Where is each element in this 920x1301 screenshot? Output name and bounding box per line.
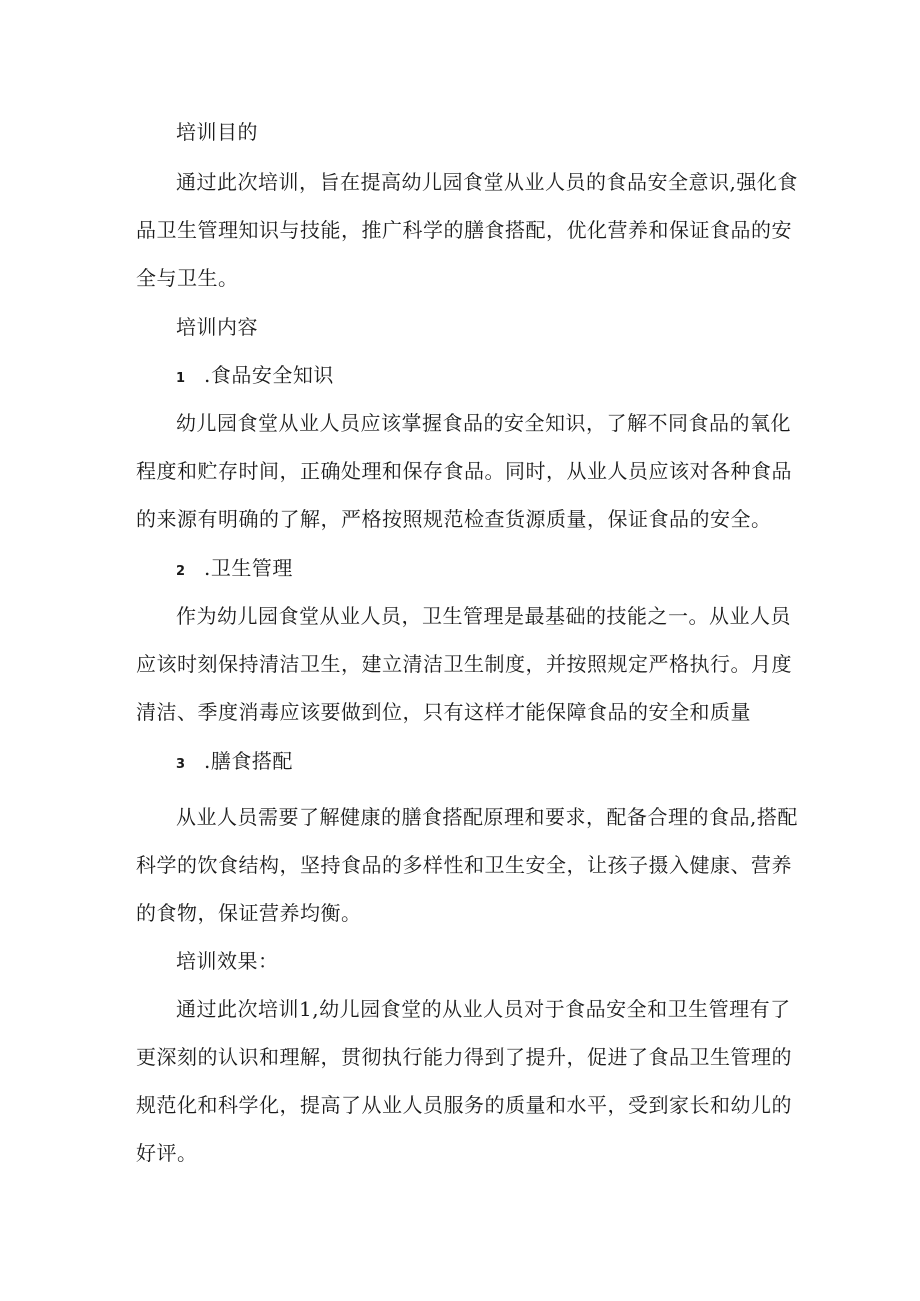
item-3-heading	[176, 749, 293, 777]
item-1-line-2: 程度和贮存时间，正确处理和保存食品。同时，从业人员应该对各种食品	[136, 459, 792, 483]
effect-line-3: 规范化和科学化，提高了从业人员服务的质量和水平，受到家长和幼儿的	[136, 1093, 792, 1117]
section-title-content: 培训内容	[176, 315, 258, 339]
item-1-line-1: 幼儿园食堂从业人员应该掌握食品的安全知识，了解不同食品的氧化	[176, 411, 791, 435]
item-2-line-2: 应该时刻保持清洁卫生，建立清洁卫生制度，并按照规定严格执行。月度	[136, 652, 792, 676]
purpose-paragraph-line-1: 通过此次培训，旨在提高幼儿园食堂从业人员的食品安全意识,强化食	[176, 170, 798, 194]
item-3-number: 3	[176, 757, 186, 772]
item-2-label: .卫生管理	[204, 556, 293, 580]
item-1-heading	[176, 363, 334, 391]
item-3-line-2: 科学的饮食结构，坚持食品的多样性和卫生安全，让孩子摄入健康、营养	[136, 853, 792, 877]
effect-line-4: 好评。	[136, 1141, 198, 1165]
effect-line-2: 更深刻的认识和理解，贯彻执行能力得到了提升，促进了食品卫生管理的	[136, 1045, 792, 1069]
item-2-line-3: 清洁、季度消毒应该要做到位，只有这样才能保障食品的安全和质量	[136, 700, 751, 724]
effect-line-1: 通过此次培训1,幼儿园食堂的从业人员对于食品安全和卫生管理有了	[176, 997, 791, 1021]
item-2-line-1: 作为幼儿园食堂从业人员，卫生管理是最基础的技能之一。从业人员	[176, 604, 791, 628]
item-3-label: .膳食搭配	[204, 749, 293, 773]
item-2-number: 2	[176, 564, 186, 579]
section-title-purpose: 培训目的	[176, 120, 258, 144]
item-3-line-1: 从业人员需要了解健康的膳食搭配原理和要求，配备合理的食品,搭配	[176, 805, 798, 829]
section-title-effect: 培训效果：	[176, 949, 279, 973]
item-3-line-3: 的食物，保证营养均衡。	[136, 901, 362, 925]
item-1-label: .食品安全知识	[204, 363, 334, 387]
purpose-paragraph-line-3: 全与卫生。	[136, 266, 239, 290]
item-1-line-3: 的来源有明确的了解，严格按照规范检查货源质量，保证食品的安全。	[136, 507, 772, 531]
item-2-heading	[176, 556, 293, 584]
item-1-number: 1	[176, 371, 186, 386]
purpose-paragraph-line-2: 品卫生管理知识与技能，推广科学的膳食搭配，优化营养和保证食品的安	[136, 218, 792, 242]
